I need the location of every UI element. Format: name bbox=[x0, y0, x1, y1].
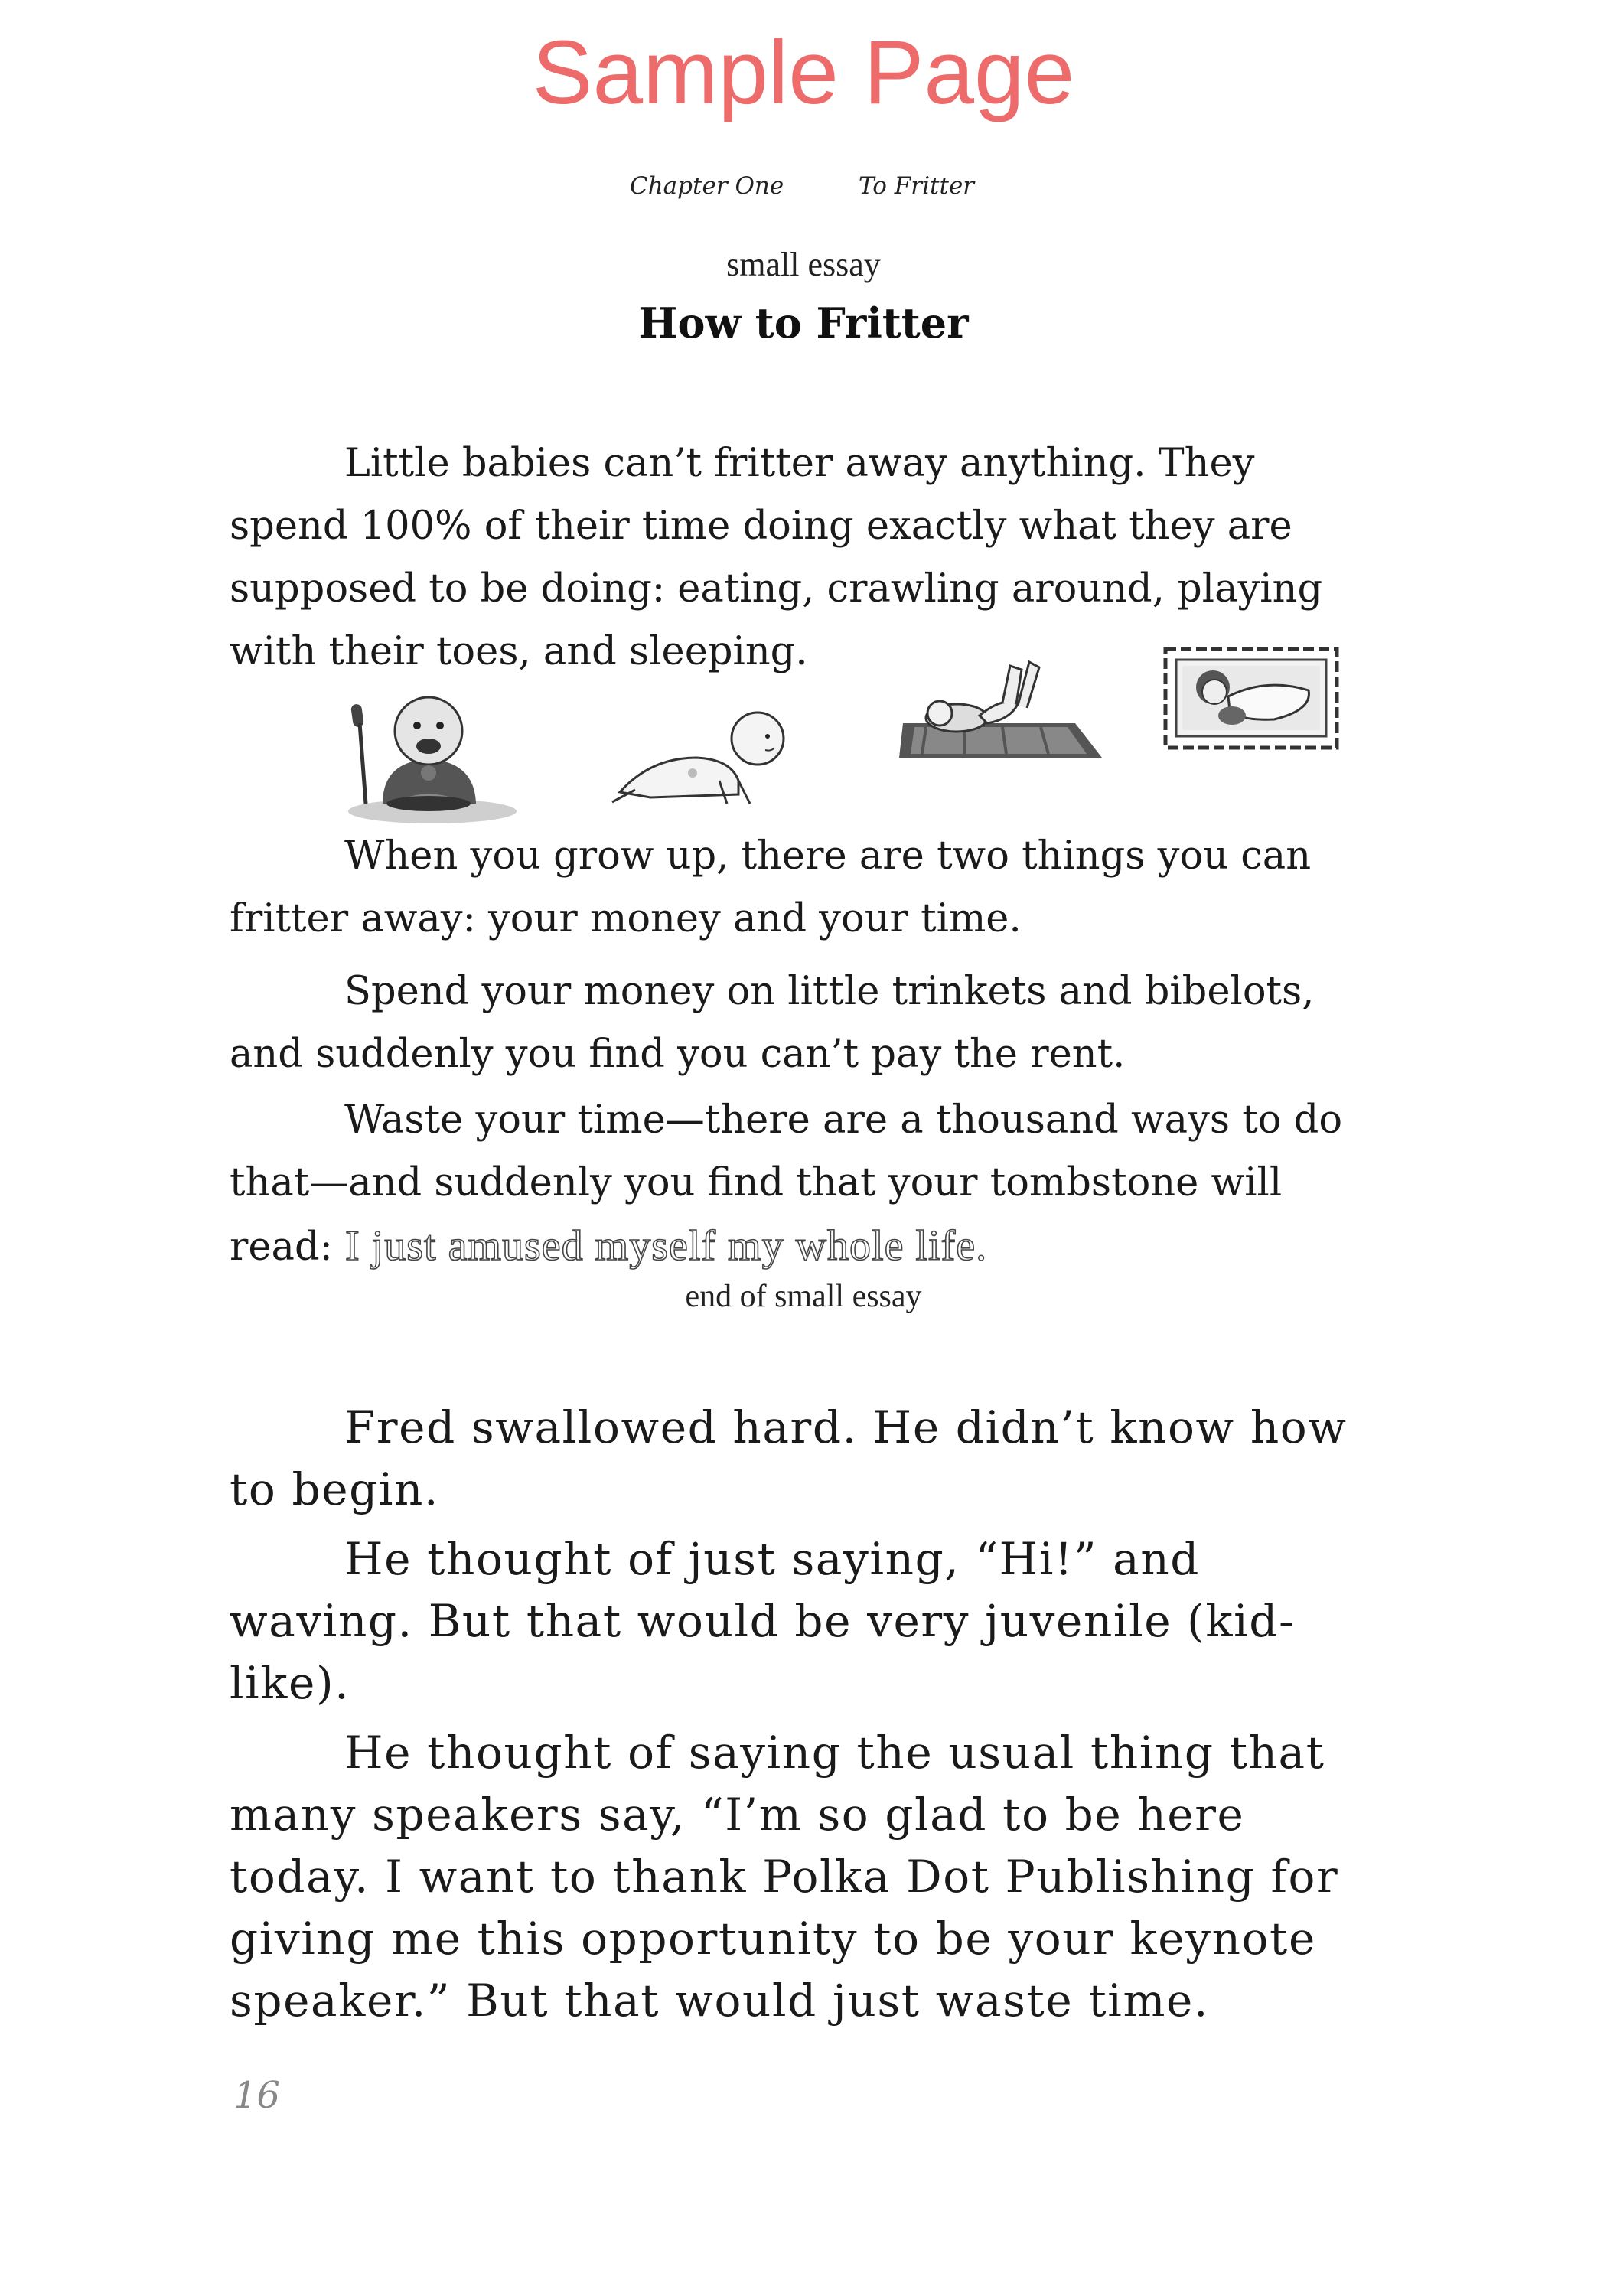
essay-title: How to Fritter bbox=[638, 298, 969, 347]
text-line: like). bbox=[230, 1657, 350, 1709]
baby-crawling-icon bbox=[605, 704, 792, 811]
text-line: Fred swallowed hard. He didn’t know how bbox=[344, 1401, 1348, 1453]
essay-paragraph-4 bbox=[230, 1089, 1362, 1279]
text-line: and suddenly you find you can’t pay the rent. bbox=[230, 1032, 1126, 1077]
text-line: Little babies can’t fritter away anything. They bbox=[344, 441, 1255, 486]
baby-playing-with-toes-icon bbox=[895, 651, 1106, 769]
baby-eating-icon bbox=[329, 689, 520, 827]
essay-paragraph-3 bbox=[230, 960, 1362, 1086]
running-head-chapter: Chapter One bbox=[630, 172, 784, 200]
text-line: He thought of just saying, “Hi!” and bbox=[344, 1533, 1201, 1585]
text-line: waving. But that would be very juvenile (kid- bbox=[230, 1595, 1296, 1647]
story-paragraph-2 bbox=[230, 1528, 1377, 1714]
text-line: When you grow up, there are two things you can bbox=[344, 833, 1312, 879]
baby-sleeping-icon bbox=[1159, 643, 1343, 754]
essay-kicker: small essay bbox=[726, 246, 881, 283]
story-paragraph-1 bbox=[230, 1397, 1377, 1521]
text-line: today. I want to thank Polka Dot Publishing for bbox=[230, 1851, 1339, 1903]
text-line: that—and suddenly you find that your tombstone will bbox=[230, 1160, 1283, 1205]
text-line: many speakers say, “I’m so glad to be here bbox=[230, 1789, 1245, 1841]
page-number: 16 bbox=[233, 2074, 281, 2117]
sample-page-watermark: Sample Page bbox=[532, 22, 1075, 123]
essay-end-label: end of small essay bbox=[685, 1279, 922, 1314]
text-line: Spend your money on little trinkets and bibelots, bbox=[344, 969, 1315, 1014]
text-line: to begin. bbox=[230, 1463, 439, 1515]
text-line: giving me this opportunity to be your keynote bbox=[230, 1913, 1316, 1965]
text-line: He thought of saying the usual thing that bbox=[344, 1727, 1325, 1779]
story-paragraph-3 bbox=[230, 1722, 1377, 2032]
story-text bbox=[230, 1397, 1377, 2040]
text-line: Waste your time—there are a thousand ways to do bbox=[344, 1097, 1343, 1143]
essay-paragraph-2 bbox=[230, 825, 1362, 951]
text-line: speaker.” But that would just waste time. bbox=[230, 1975, 1210, 2027]
epitaph-text: I just amused myself my whole life. bbox=[345, 1222, 988, 1270]
text-line: supposed to be doing: eating, crawling around, playing bbox=[230, 566, 1323, 612]
text-line: with their toes, and sleeping. bbox=[230, 629, 808, 674]
text-line bbox=[230, 1215, 1362, 1279]
text-line: spend 100% of their time doing exactly what they are bbox=[230, 504, 1292, 549]
running-head-section: To Fritter bbox=[859, 172, 975, 200]
text-line: fritter away: your money and your time. bbox=[230, 896, 1022, 941]
text-line-prefix: read: bbox=[230, 1225, 346, 1270]
